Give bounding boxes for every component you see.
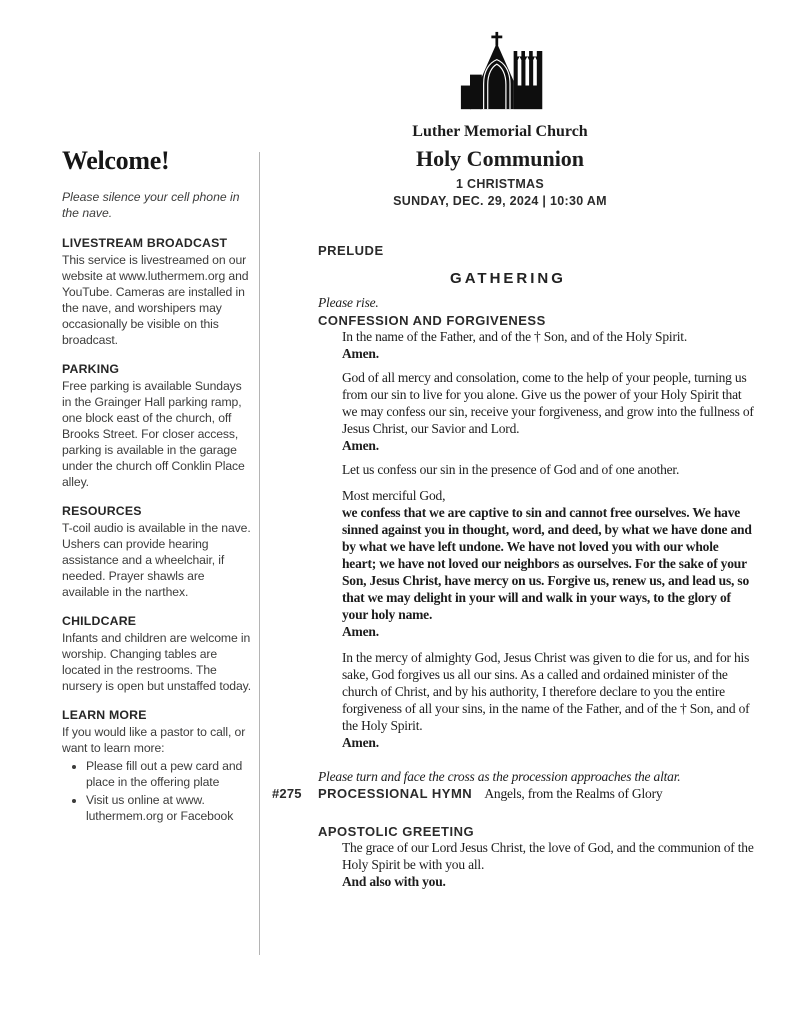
confession-prayer: God of all mercy and consolation, come to the help of your people, turning us from our sin to live for you alone. Give us the power of your Holy Spirit that we may confess our sin, receive your forgiveness, and grow into the fullness of Jesus Christ, our Savior and Lord. [342,370,754,436]
confession-response: Amen. [342,624,379,639]
confession-body [342,328,754,751]
service-datetime: SUNDAY, DEC. 29, 2024 | 10:30 AM [393,194,607,208]
prelude-heading: PRELUDE [318,243,384,258]
greeting-response: And also with you. [342,874,446,889]
apostolic-greeting-heading: APOSTOLIC GREETING [318,824,475,839]
hymn-title: Angels, from the Realms of Glory [484,786,663,801]
liturgical-season: 1 CHRISTMAS [455,177,545,191]
processional-hymn-row [272,785,754,802]
apostolic-greeting-body [342,839,754,890]
learn-more-heading: LEARN MORE [62,708,147,722]
livestream-body: This service is livestreamed on our website at www.luthermem.org and YouTube. Cameras are installed in the nave, and worshipers may occasionally be visible on this broadcast. [62,253,249,347]
prayer-response: Amen. [342,438,379,453]
column-divider [259,152,260,955]
confession-text: we confess that we are captive to sin and cannot free ourselves. We have sinned against you in thought, word, and deed, by what we have done and by what we have left undone. We have not loved you with our whole heart; we have not loved our neighbors as ourselves. For the sake of your Son, Jesus Christ, have mercy on us. Forgive us, renew us, and lead us, so that we may delight in your will and walk in your ways, to the glory of your holy name. [342,505,752,622]
rubric-please-rise: Please rise. [318,295,379,310]
absolution-text: In the mercy of almighty God, Jesus Christ was given to die for us, and for his sake, God forgives us all our sins. As a called and ordained minister of the church of Christ, and by his authority, I therefore declare to you the entire forgiveness of all your sins, in the name of the Father, and of the † Son, and of the Holy Spirit. [342,650,750,733]
service-title: Holy Communion [415,146,585,171]
church-name: Luther Memorial Church [412,123,588,140]
sidebar-section-learn-more [62,708,254,824]
invocation-text: In the name of the Father, and of the † Son, and of the Holy Spirit. [342,329,688,344]
greeting-text: The grace of our Lord Jesus Christ, the love of God, and the communion of the Holy Spirit be with you all. [342,840,754,872]
learn-more-list [62,758,254,824]
welcome-sidebar [62,146,254,838]
parking-body: Free parking is available Sundays in the Grainger Hall parking ramp, one block east of the church, off Brooks Street. For closer access, parking is available in the garage under the church off Conklin Place alley. [62,379,245,489]
childcare-heading: CHILDCARE [62,614,137,628]
bulletin-header [255,28,745,208]
hymn-label: PROCESSIONAL HYMN [318,786,473,801]
resources-heading: RESOURCES [62,504,142,518]
confession-invitation: Let us confess our sin in the presence of God and of one another. [342,462,680,477]
welcome-title: Welcome! [62,146,170,175]
confession-heading: CONFESSION AND FORGIVENESS [318,313,546,328]
silence-phone-note: Please silence your cell phone in the nave. [62,190,240,220]
sidebar-section-parking [62,362,254,490]
learn-more-body: If you would like a pastor to call, or want to learn more: [62,725,246,755]
sidebar-section-resources [62,504,254,600]
absolution-response: Amen. [342,735,379,750]
church-icon [450,28,550,114]
sidebar-section-livestream [62,236,254,348]
liturgy-column [272,243,754,890]
parking-heading: PARKING [62,362,120,376]
resources-body: T-coil audio is available in the nave. Ushers can provide hearing assistance and a wheelchair, if needed. Prayer shawls are available in the narthex. [62,521,251,599]
rubric-procession: Please turn and face the cross as the procession approaches the altar. [318,769,681,784]
livestream-heading: LIVESTREAM BROADCAST [62,236,228,250]
hymn-number: #275 [272,786,302,801]
invocation-response: Amen. [342,346,379,361]
list-item: • Please fill out a pew card and place in the offering plate [86,758,254,790]
gathering-section-title: GATHERING [450,270,566,287]
confession-intro: Most merciful God, [342,488,446,503]
sidebar-section-childcare [62,614,254,694]
list-item: • Visit us online at www. luthermem.org or Facebook [86,792,254,824]
childcare-body: Infants and children are welcome in worship. Changing tables are located in the restrooms. The nursery is open but unstaffed today. [62,631,252,693]
